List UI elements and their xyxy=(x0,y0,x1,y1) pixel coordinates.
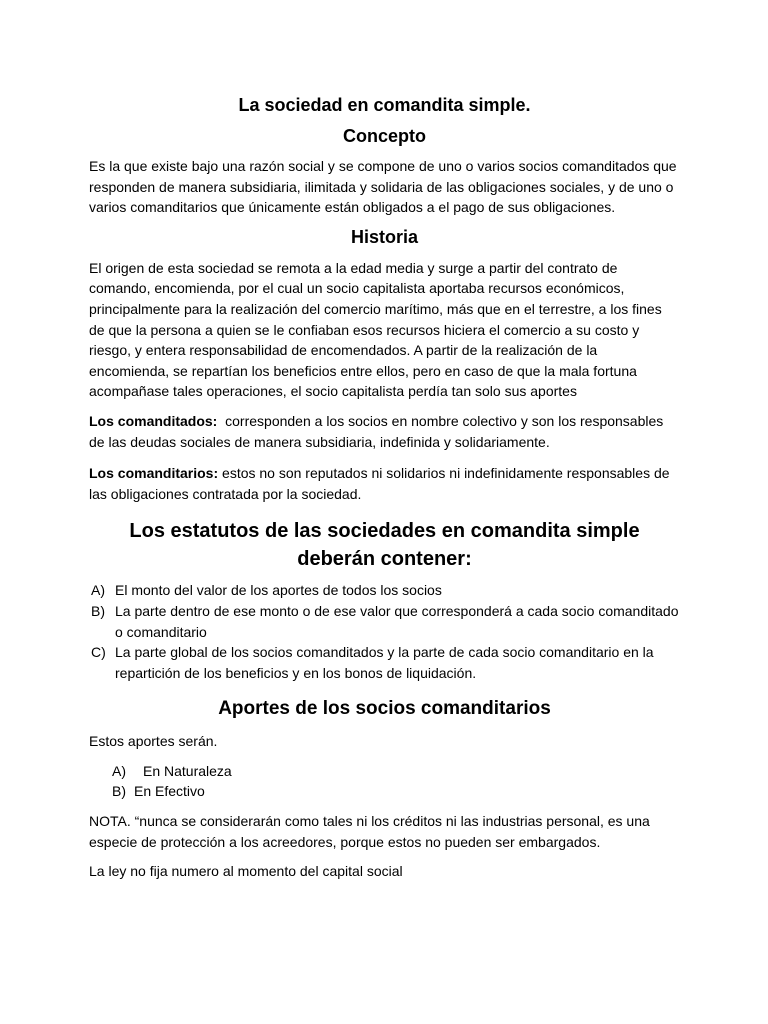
aportes-intro: Estos aportes serán. xyxy=(89,733,218,750)
list-item-text: La parte global de los socios comanditados y la parte de cada socio comanditario en la repartición de los beneficios y en los bonos de liquidación. xyxy=(115,644,654,681)
list-item-text: El monto del valor de los aportes de todos los socios xyxy=(115,582,442,599)
comanditarios-text: estos no son reputados ni solidarios ni indefinidamente responsables de las obligaciones contratada por la sociedad. xyxy=(89,465,674,502)
section-heading-historia: Historia xyxy=(350,226,419,247)
concepto-paragraph: Es la que existe bajo una razón social y se compone de uno o varios socios comanditados que responden de manera subsidiaria, ilimitada y solidaria de las obligaciones sociales, y de uno o varios comanditarios que únicamente están obligados a el pago de sus obligaciones. xyxy=(89,158,677,216)
aportes-list xyxy=(89,761,680,802)
list-item xyxy=(112,761,680,782)
comanditarios-paragraph xyxy=(89,463,680,504)
list-item xyxy=(89,601,680,642)
document-title: La sociedad en comandita simple. xyxy=(238,95,531,115)
list-item xyxy=(89,580,680,601)
list-item-text: En Naturaleza xyxy=(143,762,232,779)
section-heading-aportes: Aportes de los socios comanditarios xyxy=(218,698,551,720)
list-item xyxy=(112,781,680,802)
estatutos-heading-line2: deberán contener: xyxy=(297,548,472,571)
section-heading-concepto: Concepto xyxy=(343,126,426,146)
comanditados-text: corresponden a los socios en nombre colectivo y son los responsables de las deudas sociales de manera subsidiaria, indefinida y solidariamente. xyxy=(89,412,668,450)
list-marker: B) xyxy=(91,602,105,619)
comanditados-label: Los comanditados: xyxy=(89,412,218,429)
comanditarios-label: Los comanditarios: xyxy=(89,465,219,482)
ley-paragraph: La ley no fija numero al momento del capital social xyxy=(89,863,403,880)
list-item-text: La parte dentro de ese monto o de ese valor que corresponderá a cada socio comanditado o comanditario xyxy=(115,602,679,640)
estatutos-heading-line1: Los estatutos de las sociedades en comandita simple xyxy=(129,520,640,543)
list-marker: C) xyxy=(91,644,106,661)
nota-paragraph: NOTA. “nunca se considerarán como tales ni los créditos ni las industrias personal, es una especie de protección a los acreedores, porque estos no pueden ser embargados. xyxy=(89,813,650,850)
estatutos-list xyxy=(89,580,680,683)
section-heading-estatutos xyxy=(89,517,680,573)
list-marker: B) xyxy=(112,783,126,800)
list-item xyxy=(89,642,680,683)
list-marker: A) xyxy=(112,762,126,779)
list-item-text: En Efectivo xyxy=(134,783,205,800)
list-marker: A) xyxy=(91,582,105,599)
comanditados-paragraph xyxy=(89,411,680,452)
historia-paragraph: El origen de esta sociedad se remota a la edad media y surge a partir del contrato de comando, encomienda, por el cual un socio capitalista aportaba recursos económicos, principalmente para la realización del comercio marítimo, más que en el terrestre, a los fines de que la persona a quien se le confiaban esos recursos hiciera el comercio a su costo y riesgo, y entera responsabilidad de encomendados. A partir de la realización de la encomienda, se repartían los beneficios entre ellos, pero en caso de que la mala fortuna acompañase tales operaciones, el socio capitalista perdía tan solo sus aportes xyxy=(89,259,662,400)
